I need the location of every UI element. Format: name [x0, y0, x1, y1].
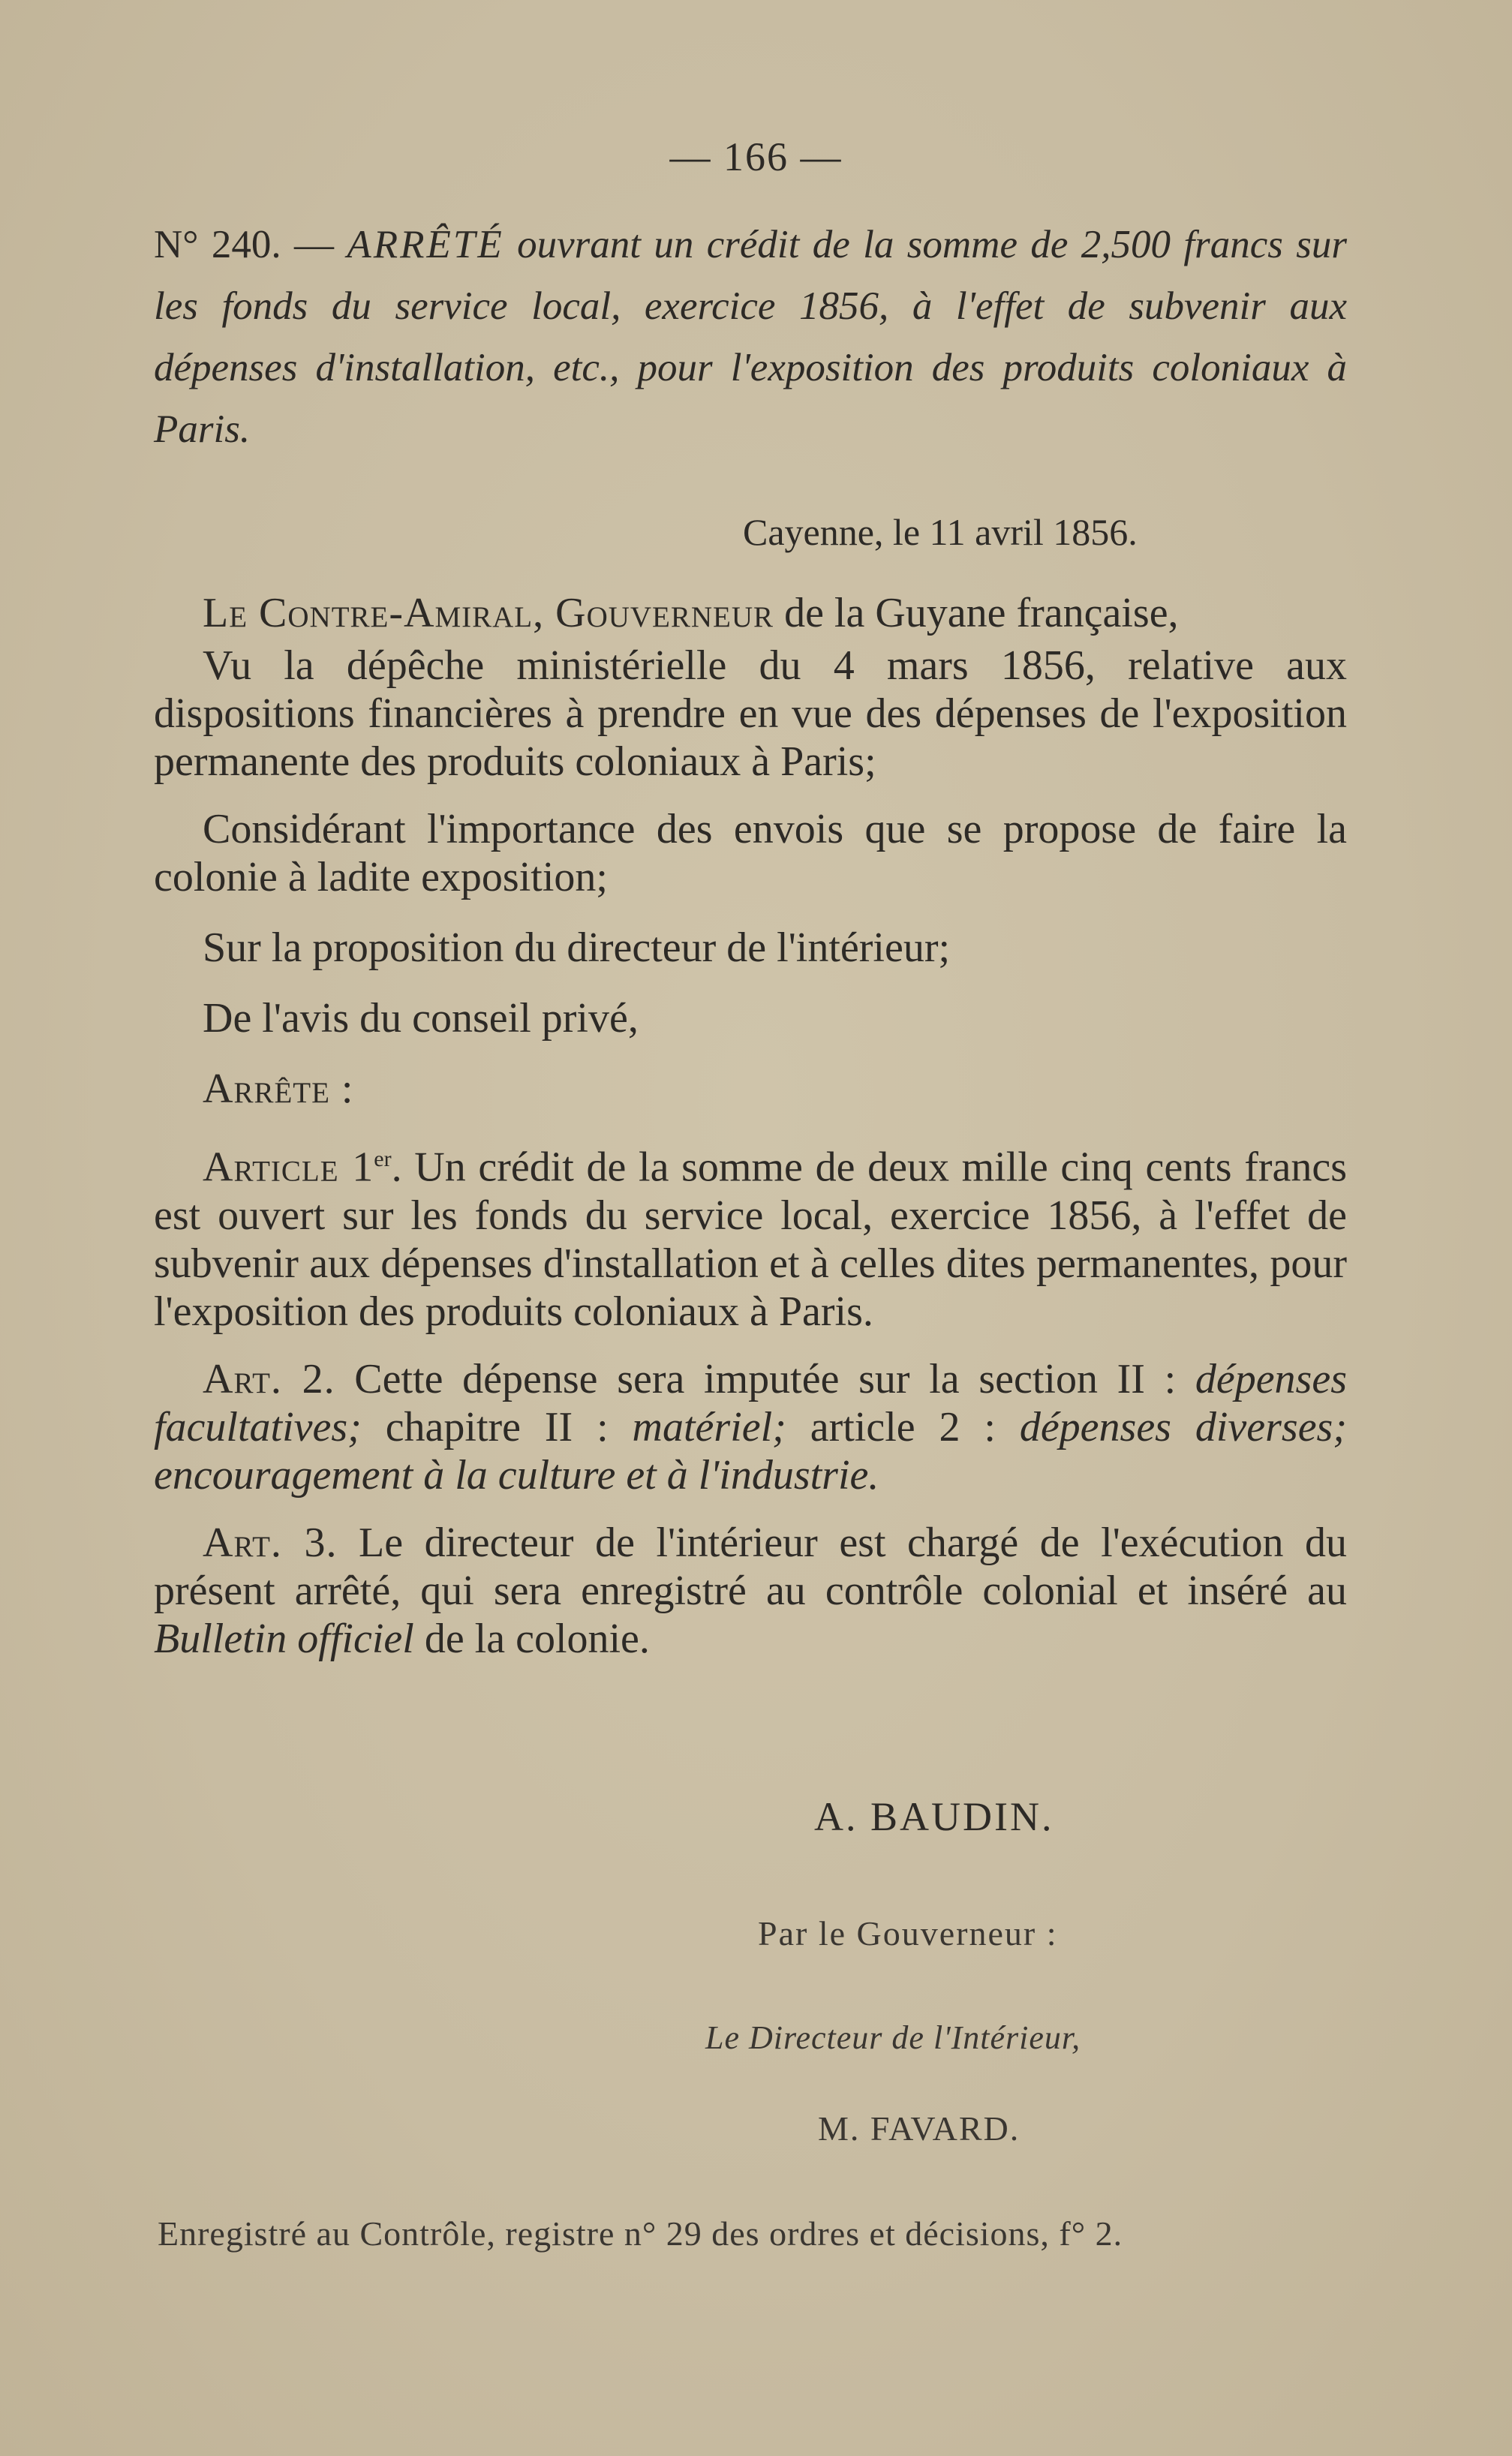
article-1-text: . Un crédit de la somme de deux mille cinq cents francs est ouvert sur les fonds du service local, exercice 1856, à l'effet de subvenir aux dépenses d'installation et à celles dites permanentes, pour l'exposition des produits coloniaux à Paris. [154, 1144, 1347, 1335]
article-2-text-1: Cette dépense sera imputée sur la section II : [335, 1355, 1195, 1402]
governor-signature: A. BAUDIN. [814, 1794, 1054, 1839]
article-2-italic-1: dépenses facultatives; [154, 1355, 1347, 1450]
decree-number: N° 240. — [154, 223, 334, 266]
decree-body [154, 589, 1347, 1663]
article-1 [154, 1135, 1347, 1336]
article-1-sup: er [374, 1147, 392, 1171]
article-3 [154, 1519, 1347, 1663]
article-3-text-1: Le directeur de l'intérieur est chargé de l'exécution du présent arrêté, qui sera enregistré au contrôle colonial et inséré au [154, 1519, 1348, 1614]
preamble [154, 589, 1347, 637]
consideration-4: De l'avis du conseil privé, [203, 995, 639, 1042]
article-3-italic: Bulletin officiel [154, 1615, 414, 1662]
director-signature: M. FAVARD. [818, 2109, 1021, 2148]
arrete-label: Arrête : [203, 1066, 354, 1112]
director-title: Le Directeur de l'Intérieur, [705, 2019, 1081, 2056]
page-number: — 166 — [669, 134, 843, 179]
registration-note: Enregistré au Contrôle, registre n° 29 des ordres et décisions, f° 2. [158, 2214, 1123, 2253]
consideration-2: Considérant l'importance des envois que se propose de faire la colonie à ladite exposition; [154, 806, 1347, 900]
article-2-text-2: chapitre II : [361, 1403, 633, 1450]
article-2-label: Art. 2. [203, 1355, 335, 1402]
decree-heading-text: ouvrant un crédit de la somme de 2,500 francs sur les fonds du service local, exercice 1856, à l'effet de subvenir aux dépenses d'installation, etc., pour l'exposition des produits coloniaux à Paris. [154, 223, 1348, 451]
decree-heading [154, 214, 1347, 460]
article-2 [154, 1355, 1347, 1499]
consideration-3: Sur la proposition du directeur de l'intérieur; [203, 924, 951, 971]
consideration-1: Vu la dépêche ministérielle du 4 mars 1856, relative aux dispositions financières à prendre en vue des dépenses de l'exposition permanente des produits coloniaux à Paris; [154, 642, 1347, 785]
article-1-label: Article 1 [203, 1144, 374, 1191]
dateline: Cayenne, le 11 avril 1856. [743, 511, 1138, 553]
article-3-label: Art. 3. [203, 1519, 338, 1566]
authority-rest: de la Guyane française, [774, 590, 1179, 636]
article-3-text-2: de la colonie. [413, 1615, 650, 1662]
article-2-italic-2: matériel; [632, 1403, 786, 1450]
par-le-gouverneur: Par le Gouverneur : [758, 1914, 1058, 1952]
article-2-text-3: article 2 : [786, 1403, 1020, 1450]
decree-title-word: ARRÊTÉ [347, 223, 504, 266]
article-2-italic-3: dépenses diverses; encouragement à la culture et à l'industrie. [154, 1403, 1348, 1499]
authority: Le Contre-Amiral, Gouverneur [203, 590, 774, 636]
